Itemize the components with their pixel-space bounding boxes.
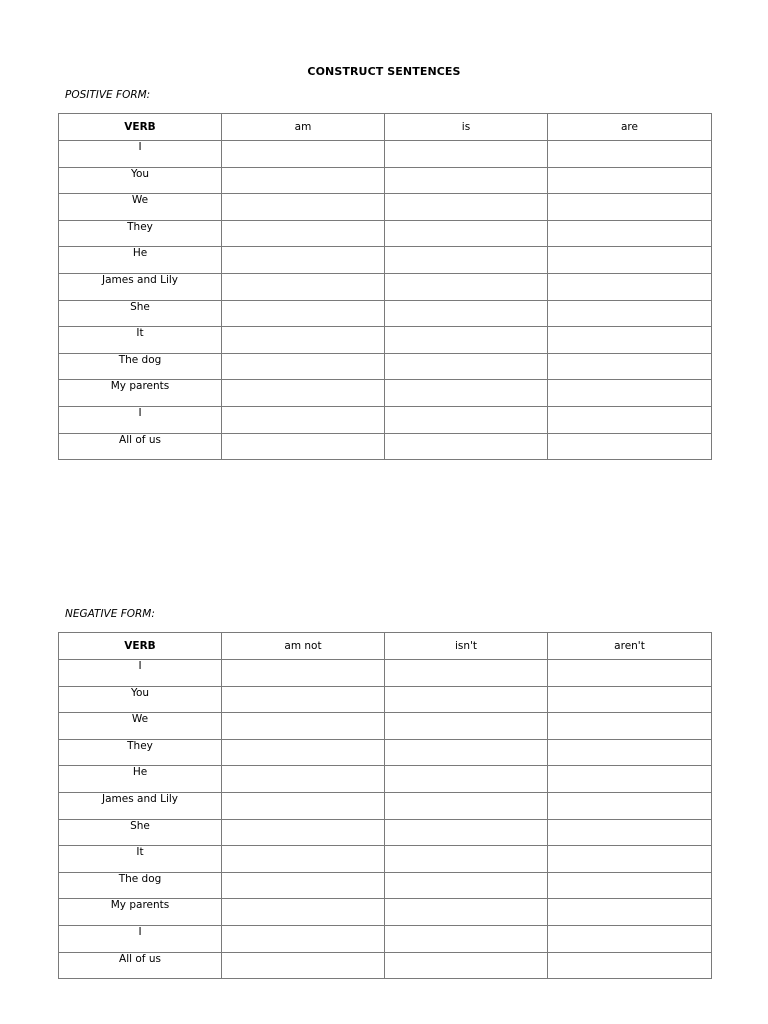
table-row: [59, 380, 712, 407]
subject-cell: He: [59, 247, 222, 274]
table-row: [59, 194, 712, 221]
subject-cell: I: [59, 925, 222, 952]
table-row: [59, 899, 712, 926]
table-row: [59, 353, 712, 380]
subject-cell: James and Lily: [59, 792, 222, 819]
answer-cell[interactable]: [385, 739, 548, 766]
subject-cell: It: [59, 327, 222, 354]
answer-cell[interactable]: [548, 406, 712, 433]
subject-cell: I: [59, 660, 222, 687]
answer-cell[interactable]: [385, 194, 548, 221]
positive-form-table: [58, 113, 712, 460]
answer-cell[interactable]: [222, 792, 385, 819]
table-row: [59, 273, 712, 300]
table-row: [59, 846, 712, 873]
table-header-row: [59, 114, 712, 141]
answer-cell[interactable]: [548, 660, 712, 687]
answer-cell[interactable]: [222, 872, 385, 899]
subject-cell: It: [59, 846, 222, 873]
table-header-row: [59, 633, 712, 660]
negative-form-label: NEGATIVE FORM:: [65, 608, 155, 620]
answer-cell[interactable]: [548, 952, 712, 979]
answer-cell[interactable]: [385, 406, 548, 433]
header-are: are: [548, 114, 712, 141]
answer-cell[interactable]: [385, 713, 548, 740]
subject-cell: We: [59, 713, 222, 740]
table-row: [59, 167, 712, 194]
table-row: [59, 327, 712, 354]
answer-cell[interactable]: [222, 686, 385, 713]
answer-cell[interactable]: [385, 686, 548, 713]
answer-cell[interactable]: [385, 327, 548, 354]
answer-cell[interactable]: [548, 819, 712, 846]
positive-form-label: POSITIVE FORM:: [65, 89, 151, 101]
header-verb: VERB: [59, 114, 222, 141]
answer-cell[interactable]: [548, 141, 712, 168]
header-is: is: [385, 114, 548, 141]
answer-cell[interactable]: [385, 273, 548, 300]
table-row: [59, 686, 712, 713]
answer-cell[interactable]: [222, 353, 385, 380]
answer-cell[interactable]: [385, 766, 548, 793]
answer-cell[interactable]: [222, 167, 385, 194]
table-row: [59, 713, 712, 740]
header-verb: VERB: [59, 633, 222, 660]
table-row: [59, 952, 712, 979]
answer-cell[interactable]: [548, 792, 712, 819]
subject-cell: I: [59, 141, 222, 168]
answer-cell[interactable]: [222, 713, 385, 740]
answer-cell[interactable]: [222, 273, 385, 300]
subject-cell: All of us: [59, 433, 222, 460]
answer-cell[interactable]: [385, 167, 548, 194]
answer-cell[interactable]: [548, 327, 712, 354]
answer-cell[interactable]: [548, 273, 712, 300]
answer-cell[interactable]: [385, 353, 548, 380]
answer-cell[interactable]: [385, 925, 548, 952]
table-row: [59, 739, 712, 766]
answer-cell[interactable]: [222, 899, 385, 926]
answer-cell[interactable]: [222, 433, 385, 460]
table-row: [59, 925, 712, 952]
answer-cell[interactable]: [548, 247, 712, 274]
subject-cell: He: [59, 766, 222, 793]
answer-cell[interactable]: [548, 713, 712, 740]
table-row: [59, 433, 712, 460]
subject-cell: They: [59, 220, 222, 247]
answer-cell[interactable]: [385, 952, 548, 979]
header-am: am: [222, 114, 385, 141]
answer-cell[interactable]: [548, 220, 712, 247]
table-row: [59, 872, 712, 899]
table-row: [59, 792, 712, 819]
subject-cell: They: [59, 739, 222, 766]
answer-cell[interactable]: [548, 899, 712, 926]
subject-cell: We: [59, 194, 222, 221]
answer-cell[interactable]: [222, 925, 385, 952]
subject-cell: James and Lily: [59, 273, 222, 300]
subject-cell: She: [59, 300, 222, 327]
answer-cell[interactable]: [222, 194, 385, 221]
answer-cell[interactable]: [548, 686, 712, 713]
answer-cell[interactable]: [385, 247, 548, 274]
negative-form-table: [58, 632, 712, 979]
answer-cell[interactable]: [222, 819, 385, 846]
answer-cell[interactable]: [385, 433, 548, 460]
answer-cell[interactable]: [548, 353, 712, 380]
table-row: [59, 220, 712, 247]
answer-cell[interactable]: [385, 300, 548, 327]
answer-cell[interactable]: [222, 380, 385, 407]
subject-cell: The dog: [59, 353, 222, 380]
answer-cell[interactable]: [385, 220, 548, 247]
answer-cell[interactable]: [385, 872, 548, 899]
answer-cell[interactable]: [222, 220, 385, 247]
table-row: [59, 766, 712, 793]
answer-cell[interactable]: [385, 899, 548, 926]
header-isnt: isn't: [385, 633, 548, 660]
answer-cell[interactable]: [222, 952, 385, 979]
answer-cell[interactable]: [385, 660, 548, 687]
answer-cell[interactable]: [548, 194, 712, 221]
answer-cell[interactable]: [548, 167, 712, 194]
answer-cell[interactable]: [222, 660, 385, 687]
subject-cell: All of us: [59, 952, 222, 979]
answer-cell[interactable]: [548, 380, 712, 407]
answer-cell[interactable]: [222, 406, 385, 433]
header-arent: aren't: [548, 633, 712, 660]
answer-cell[interactable]: [222, 300, 385, 327]
subject-cell: The dog: [59, 872, 222, 899]
table-row: [59, 819, 712, 846]
answer-cell[interactable]: [385, 380, 548, 407]
table-row: [59, 300, 712, 327]
subject-cell: My parents: [59, 380, 222, 407]
table-row: [59, 406, 712, 433]
answer-cell[interactable]: [548, 846, 712, 873]
answer-cell[interactable]: [548, 300, 712, 327]
answer-cell[interactable]: [222, 141, 385, 168]
answer-cell[interactable]: [548, 872, 712, 899]
header-am-not: am not: [222, 633, 385, 660]
answer-cell[interactable]: [385, 819, 548, 846]
answer-cell[interactable]: [222, 766, 385, 793]
subject-cell: You: [59, 167, 222, 194]
answer-cell[interactable]: [548, 739, 712, 766]
answer-cell[interactable]: [385, 792, 548, 819]
table-row: [59, 660, 712, 687]
page-title: CONSTRUCT SENTENCES: [307, 65, 461, 78]
subject-cell: She: [59, 819, 222, 846]
answer-cell[interactable]: [222, 846, 385, 873]
subject-cell: You: [59, 686, 222, 713]
subject-cell: I: [59, 406, 222, 433]
table-row: [59, 141, 712, 168]
subject-cell: My parents: [59, 899, 222, 926]
answer-cell[interactable]: [548, 766, 712, 793]
answer-cell[interactable]: [222, 327, 385, 354]
answer-cell[interactable]: [222, 247, 385, 274]
answer-cell[interactable]: [222, 739, 385, 766]
answer-cell[interactable]: [385, 141, 548, 168]
answer-cell[interactable]: [548, 925, 712, 952]
answer-cell[interactable]: [385, 846, 548, 873]
table-row: [59, 247, 712, 274]
answer-cell[interactable]: [548, 433, 712, 460]
